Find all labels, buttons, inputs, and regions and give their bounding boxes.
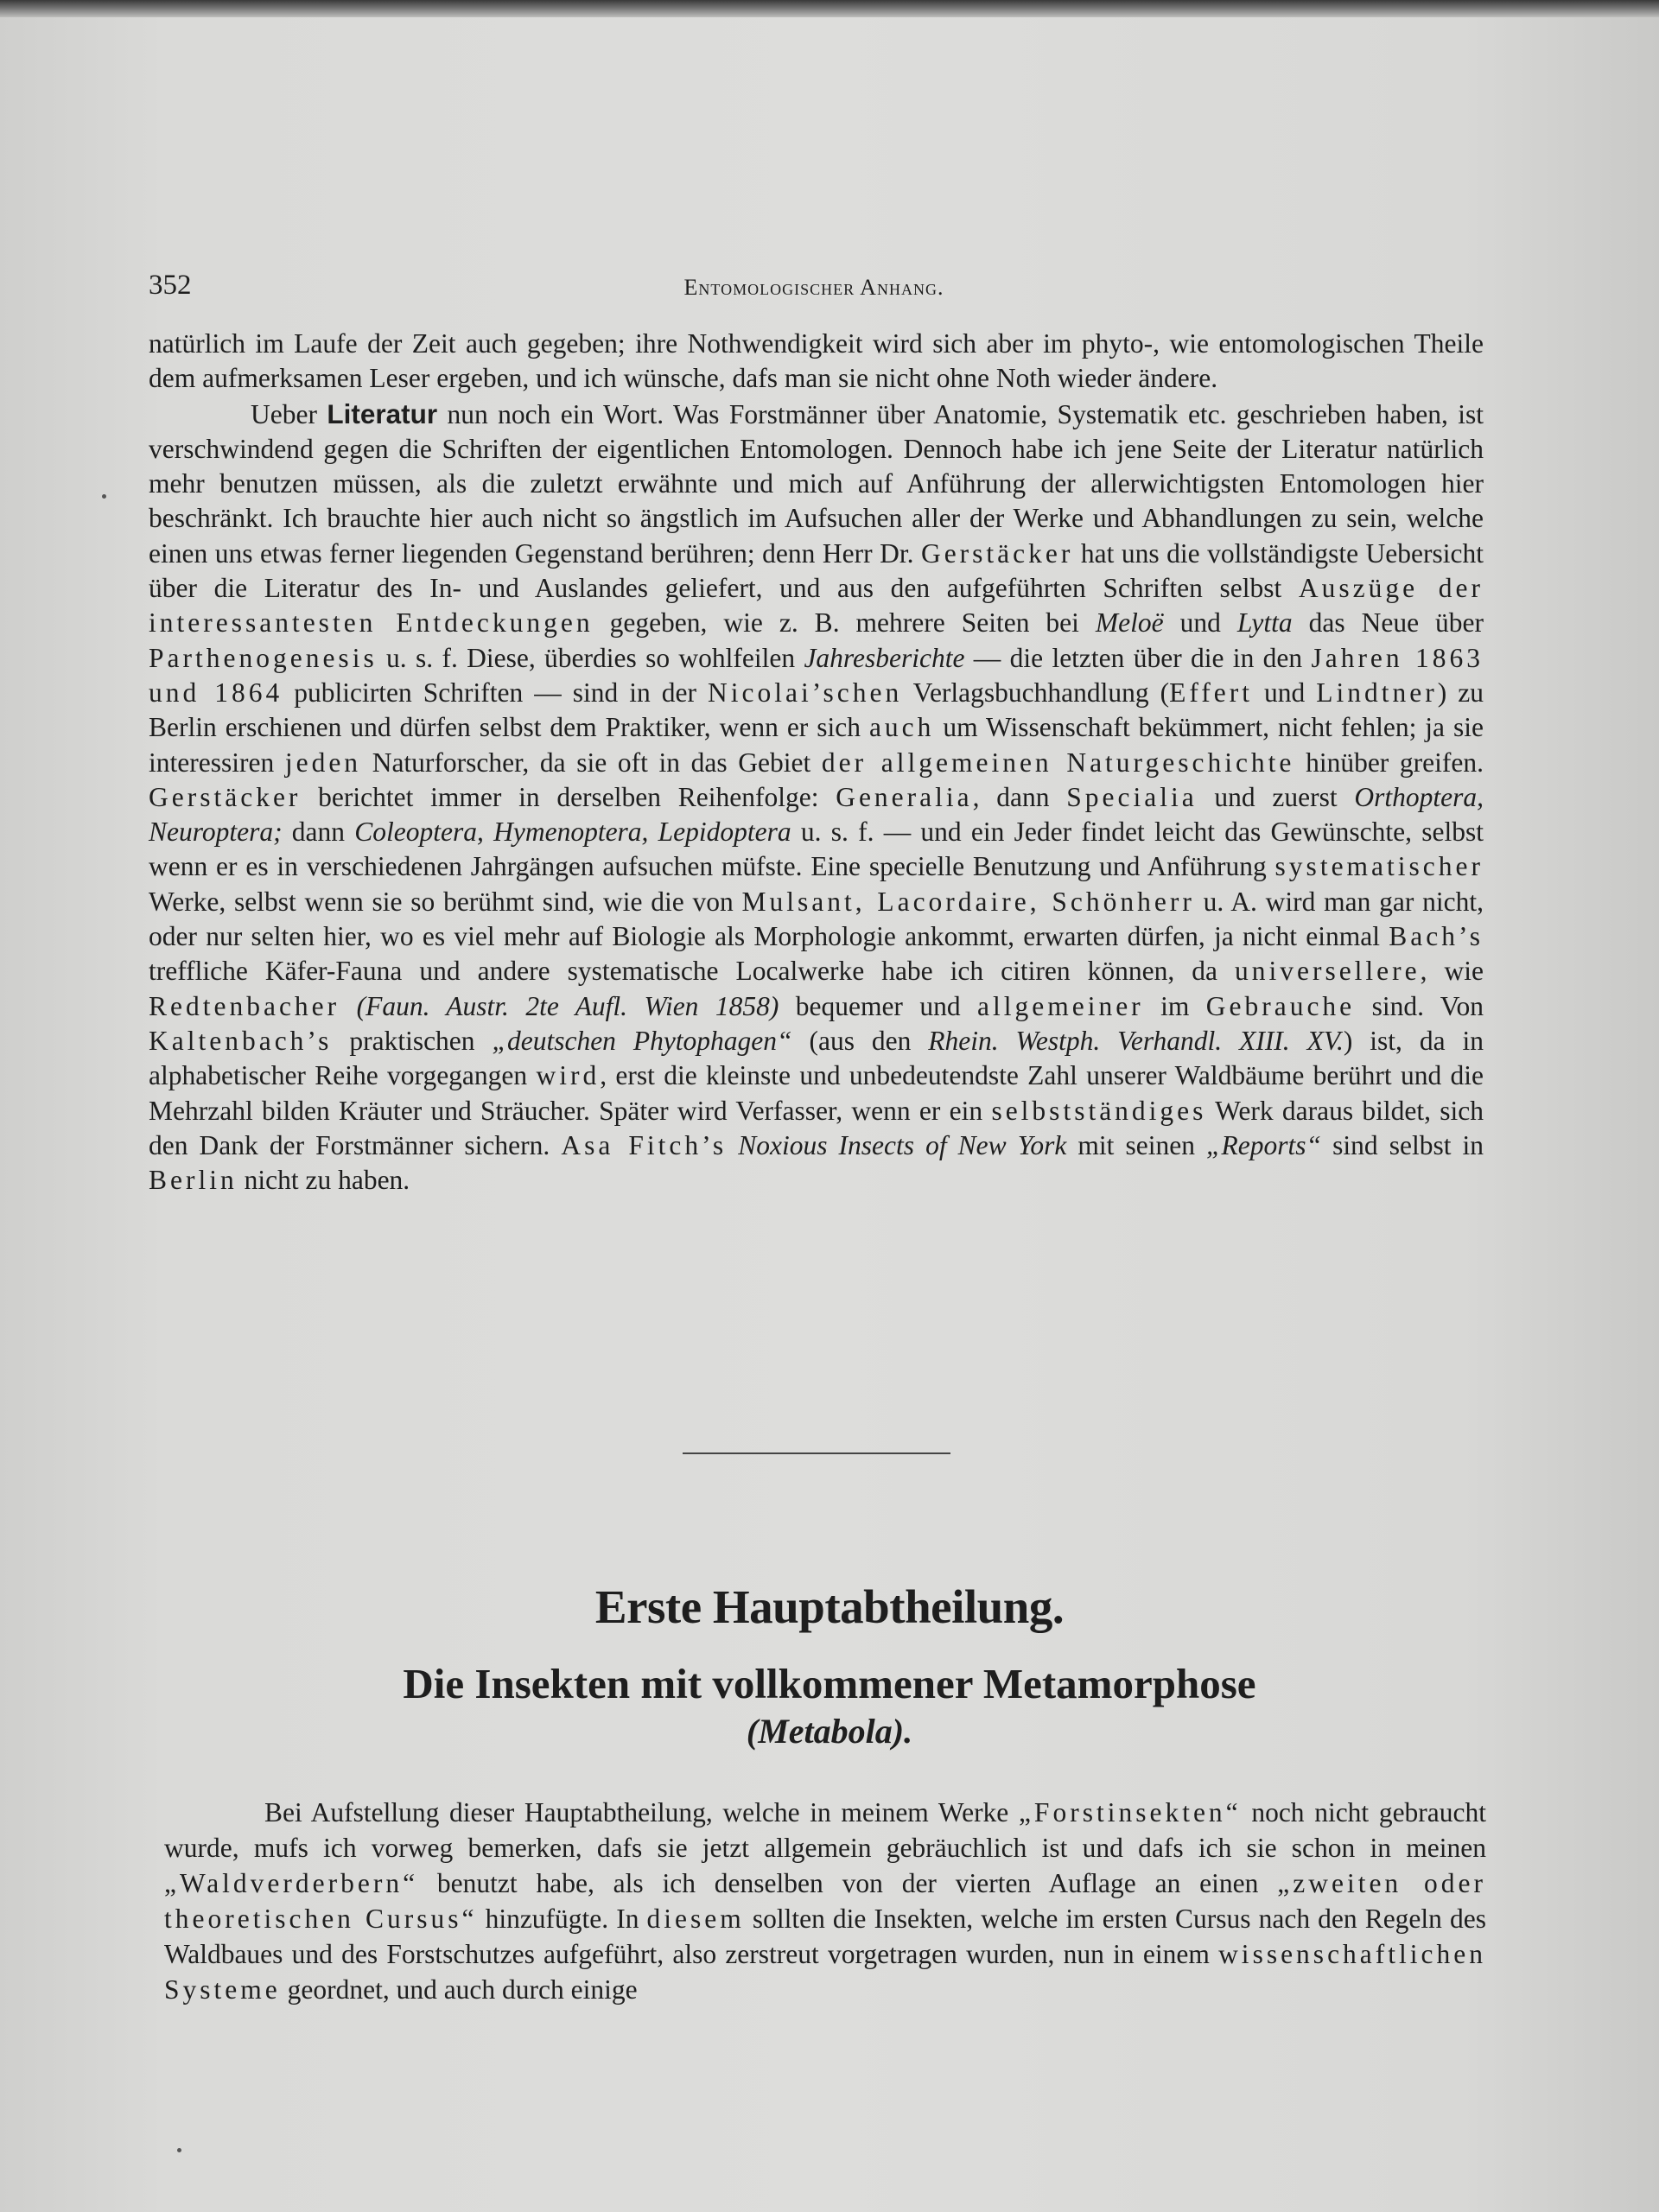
publisher-name: Effert	[1169, 677, 1253, 708]
text-run: nun noch ein Wort. Was Forstmänner über Anatomie, Systematik etc. geschrieben haben, ist verschwindend gegen die Schriften der eigentlichen Entomologen. Dennoch habe ich jene Seite der Literatur natürlich mehr benutzen müssen, als die zuletzt erwähnte und mich auf Anführung der allerwichtigsten Entomologen hier beschränkt. Ich brauchte hier auch nicht so ängstlich im Aufsuchen aller der Werke und Abhandlungen zu sein, welche einen uns etwas ferner liegenden Gegenstand berühren; denn Herr Dr.	[149, 398, 1484, 569]
author-name: Redtenbacher	[149, 990, 340, 1021]
text-run: Werke, selbst wenn sie so berühmt sind, wie die von	[149, 886, 742, 917]
taxon-names: Orthoptera, Neuroptera;	[149, 781, 1484, 848]
work-title: „Waldverderbern“	[164, 1868, 419, 1898]
text-run: sollten die Insekten, welche im ersten Cursus nach den Regeln des Waldbaues und des Forstschutzes aufgeführt, also zerstreut vorgetragen wurden, nun in einem	[164, 1904, 1486, 1969]
spaced-emphasis: selbstständiges	[991, 1095, 1207, 1126]
paragraph-continuation: natürlich im Laufe der Zeit auch gegeben; ihre Nothwendigkeit wird sich aber im phyto-, wie entomologischen Theile dem aufmerksamen Leser ergeben, und ich wünsche, dafs man sie nicht ohne Noth wieder ändere.	[149, 328, 1484, 394]
section-subtitle: Die Insekten mit vollkommener Metamorphose	[403, 1660, 1256, 1707]
text-run: hinüber greifen.	[1294, 747, 1484, 778]
text-run: Bei Aufstellung dieser Hauptabtheilung, welche in meinem Werke	[264, 1797, 1019, 1827]
text-run: treffliche Käfer-Fauna und andere systematische Localwerke habe ich citiren können, da	[149, 956, 1235, 987]
text-run: sind. Von	[1355, 990, 1484, 1021]
author-names: Mulsant, Lacordaire, Schönherr	[741, 886, 1195, 917]
publisher-name: Lindtner	[1316, 677, 1438, 708]
spaced-emphasis: allgemeiner	[977, 990, 1144, 1021]
text-run: u. s. f. Diese, überdies so wohlfeilen	[377, 642, 804, 673]
section-divider-rule	[683, 1452, 950, 1454]
paragraph-literatur	[149, 397, 1484, 1198]
text-run: nicht zu haben.	[237, 1165, 410, 1196]
spaced-emphasis: Generalia	[836, 781, 973, 812]
text-run: geordnet, und auch durch einige	[280, 1974, 638, 2005]
work-title: Jahresberichte	[804, 642, 965, 673]
text-run: hat uns die vollständigste Uebersicht über die Literatur des In- und Auslandes geliefert, und aus den aufgeführten Schriften selbst	[149, 537, 1484, 604]
citation: (Faun. Austr. 2te Aufl. Wien 1858)	[356, 990, 779, 1021]
genus-name: Lytta	[1236, 607, 1293, 639]
emphasis-literatur: Literatur	[327, 397, 438, 429]
author-name: Bach’s	[1389, 921, 1484, 952]
text-run: um Wissenschaft bekümmert, nicht fehlen; ja sie interessiren	[149, 712, 1484, 778]
genus-name: Meloë	[1095, 607, 1164, 639]
text-run: praktischen	[332, 1025, 493, 1056]
spaced-emphasis: Gebrauche	[1205, 990, 1356, 1021]
spaced-emphasis: auch	[868, 712, 935, 743]
author-name: Kaltenbach’s	[149, 1025, 333, 1056]
text-run: (aus den	[791, 1025, 929, 1056]
text-run: Naturforscher, da sie oft in das Gebiet	[361, 747, 822, 778]
text-run: ) ist, da in alphabetischer Reihe vorgegangen	[149, 1025, 1484, 1091]
author-name: Gerstäcker	[920, 537, 1074, 569]
place-name: Berlin	[149, 1165, 238, 1196]
spaced-emphasis: „zweiten oder theoretischen Cursus“	[164, 1868, 1486, 1934]
text-run: hinzufügte. In	[477, 1904, 647, 1934]
text-run: Ueber	[251, 398, 327, 429]
author-name: Asa Fitch’s	[561, 1129, 728, 1160]
spaced-emphasis: diesem	[646, 1904, 745, 1934]
body-text	[149, 327, 1484, 1198]
spaced-emphasis: systematischer	[1274, 851, 1484, 882]
work-title: „Reports“	[1206, 1129, 1322, 1160]
spaced-emphasis: Auszüge der interessantesten Entdeckungen	[149, 573, 1484, 639]
text-run: u. A. wird man gar nicht, oder nur selten hier, wo es viel mehr auf Biologie als Morphologie ankommt, erwarten dürfen, ja nicht einmal	[149, 886, 1484, 952]
text-run: bequemer und	[779, 990, 977, 1021]
scan-speck	[177, 2148, 181, 2152]
text-run: im	[1143, 990, 1206, 1021]
text-run: berichtet immer in derselben Reihenfolge:	[301, 781, 836, 812]
text-run	[727, 1130, 738, 1160]
scan-speck	[102, 494, 106, 499]
text-run: gegeben, wie z. B. mehrere Seiten bei	[593, 607, 1096, 639]
text-run: sind selbst in	[1321, 1129, 1484, 1160]
section-body-text	[164, 1795, 1486, 2007]
text-run: Verlagsbuchhandlung (	[902, 677, 1170, 708]
text-run: und	[1253, 677, 1317, 708]
work-title: Noxious Insects of New York	[738, 1129, 1067, 1160]
text-run	[340, 991, 356, 1021]
paragraph-aufstellung	[164, 1795, 1486, 2007]
text-run: u. s. f. — und ein Jeder findet leicht das Gewünschte, selbst wenn er es in verschiedenen Jahrgängen aufsuchen müfste. Eine specielle Benutzung und Anführung	[149, 817, 1484, 882]
spaced-emphasis: universellere	[1234, 956, 1421, 987]
work-title: „Forstinsekten“	[1018, 1797, 1242, 1827]
spaced-emphasis: wird	[536, 1060, 601, 1091]
spaced-emphasis: jeden	[284, 747, 362, 778]
page-header	[149, 270, 1479, 308]
work-title: „deutschen Phytophagen“	[492, 1025, 792, 1056]
publisher-name: Nicolai’schen	[708, 677, 903, 708]
text-run: — die letzten über die in den	[964, 642, 1312, 673]
text-run: publicirten Schriften — sind in der	[283, 677, 709, 708]
citation: Rhein. Westph. Verhandl. XIII. XV.	[928, 1025, 1344, 1056]
text-run: noch nicht gebraucht wurde, mufs ich vorweg bemerken, dafs sie jetzt allgemein gebräuchlich ist und dafs ich sie schon in meinen	[164, 1797, 1487, 1863]
text-run: , erst die kleinste und unbedeutendste Zahl unserer Waldbäume berührt und die Mehrzahl bilden Kräuter und Sträucher. Später wird Verfasser, wenn er ein	[149, 1060, 1484, 1126]
text-run: , dann	[972, 781, 1067, 812]
text-run: mit seinen	[1066, 1129, 1207, 1160]
taxon-names: Coleoptera, Hymenoptera, Lepidoptera	[354, 817, 791, 848]
text-run: und	[1163, 607, 1237, 639]
spaced-emphasis: Parthenogenesis	[149, 642, 378, 673]
section-title: Erste Hauptabtheilung.	[594, 1580, 1065, 1633]
text-run: ) zu Berlin erschienen und dürfen selbst dem Praktiker, wenn er sich	[149, 677, 1484, 743]
text-run: und zuerst	[1197, 781, 1355, 812]
text-run: das Neue über	[1292, 607, 1484, 639]
text-run: dann	[282, 817, 355, 848]
spaced-emphasis: wissenschaftlichen Systeme	[164, 1939, 1486, 2005]
spaced-emphasis: der allgemeinen Naturgeschichte	[821, 747, 1295, 778]
author-name: Gerstäcker	[149, 781, 302, 812]
spaced-emphasis: Specialia	[1066, 781, 1198, 812]
text-run: , wie	[1420, 956, 1484, 987]
section-latin-name: (Metabola).	[746, 1712, 913, 1751]
spaced-emphasis: Jahren 1863 und 1864	[149, 642, 1484, 708]
running-head: Entomologischer Anhang.	[683, 275, 944, 300]
text-run: benutzt habe, als ich denselben von der vierten Auflage an einen	[418, 1868, 1278, 1898]
page-number: 352	[149, 270, 192, 301]
text-run: Werk daraus bildet, sich den Dank der Forstmänner sichern.	[149, 1095, 1484, 1160]
